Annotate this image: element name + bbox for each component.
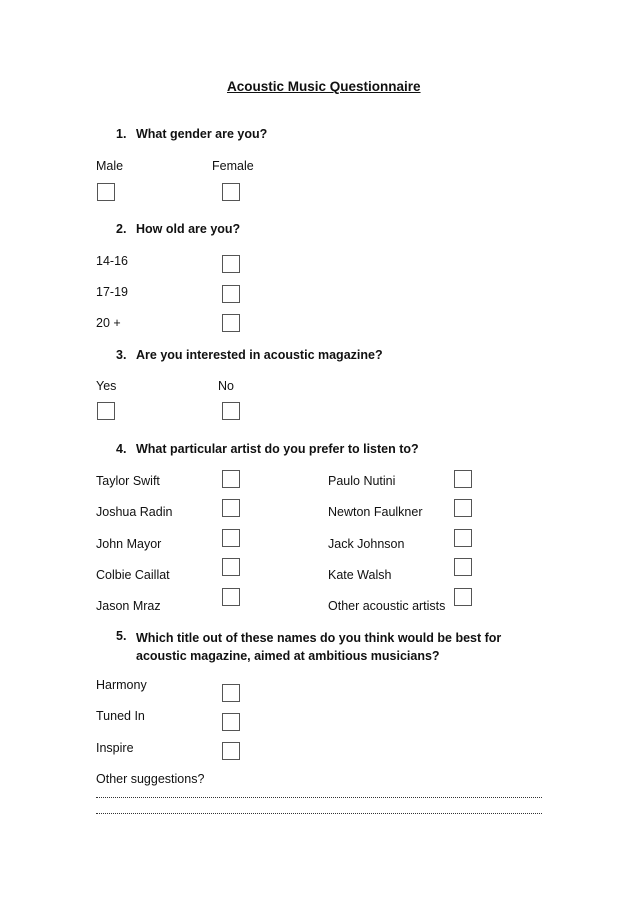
page-title: Acoustic Music Questionnaire [227, 79, 421, 94]
other-suggestions-line-2[interactable] [96, 813, 542, 814]
option-label-male: Male [96, 159, 124, 173]
question-text: Which title out of these names do you think would be best for acoustic magazine, aimed at ambitious musicians? [136, 631, 502, 663]
option-label-jack-johnson: Jack Johnson [328, 537, 405, 551]
checkbox-joshua-radin[interactable] [222, 499, 240, 517]
checkbox-kate-walsh[interactable] [454, 558, 472, 576]
option-label-john-mayor: John Mayor [96, 537, 162, 551]
checkbox-taylor-swift[interactable] [222, 470, 240, 488]
checkbox-paulo-nutini[interactable] [454, 470, 472, 488]
question-number: 3. [116, 348, 127, 362]
checkbox-male[interactable] [97, 183, 115, 201]
checkbox-jason-mraz[interactable] [222, 588, 240, 606]
option-label-no: No [218, 379, 234, 393]
question-4 [116, 442, 419, 456]
checkbox-colbie-caillat[interactable] [222, 558, 240, 576]
option-label-female: Female [212, 159, 254, 173]
option-label-paulo-nutini: Paulo Nutini [328, 474, 396, 488]
checkbox-newton-faulkner[interactable] [454, 499, 472, 517]
checkbox-17-19[interactable] [222, 285, 240, 303]
question-number: 4. [116, 442, 127, 456]
option-label-17-19: 17-19 [96, 285, 128, 299]
checkbox-yes[interactable] [97, 402, 115, 420]
option-label-kate-walsh: Kate Walsh [328, 568, 392, 582]
checkbox-20-plus[interactable] [222, 314, 240, 332]
question-text: What particular artist do you prefer to listen to? [136, 442, 419, 456]
question-text: How old are you? [136, 222, 241, 236]
option-label-other-acoustic-artists: Other acoustic artists [328, 599, 446, 613]
option-label-taylor-swift: Taylor Swift [96, 474, 160, 488]
checkbox-no[interactable] [222, 402, 240, 420]
option-label-tuned-in: Tuned In [96, 709, 145, 723]
question-1 [116, 127, 267, 141]
question-number: 1. [116, 127, 127, 141]
other-suggestions-label: Other suggestions? [96, 772, 205, 786]
option-label-jason-mraz: Jason Mraz [96, 599, 161, 613]
option-label-joshua-radin: Joshua Radin [96, 505, 173, 519]
checkbox-female[interactable] [222, 183, 240, 201]
option-label-colbie-caillat: Colbie Caillat [96, 568, 170, 582]
checkbox-john-mayor[interactable] [222, 529, 240, 547]
question-number: 5. [116, 629, 127, 643]
option-label-newton-faulkner: Newton Faulkner [328, 505, 423, 519]
question-number: 2. [116, 222, 127, 236]
option-label-yes: Yes [96, 379, 117, 393]
option-label-20-plus: 20 + [96, 316, 121, 330]
option-label-inspire: Inspire [96, 741, 134, 755]
other-suggestions-line-1[interactable] [96, 797, 542, 798]
option-label-14-16: 14-16 [96, 254, 128, 268]
question-5 [116, 629, 536, 665]
checkbox-inspire[interactable] [222, 742, 240, 760]
checkbox-harmony[interactable] [222, 684, 240, 702]
checkbox-jack-johnson[interactable] [454, 529, 472, 547]
checkbox-tuned-in[interactable] [222, 713, 240, 731]
checkbox-14-16[interactable] [222, 255, 240, 273]
question-3 [116, 348, 383, 362]
option-label-harmony: Harmony [96, 678, 147, 692]
question-text: What gender are you? [136, 127, 268, 141]
checkbox-other-acoustic-artists[interactable] [454, 588, 472, 606]
question-2 [116, 222, 240, 236]
question-text: Are you interested in acoustic magazine? [136, 348, 383, 362]
